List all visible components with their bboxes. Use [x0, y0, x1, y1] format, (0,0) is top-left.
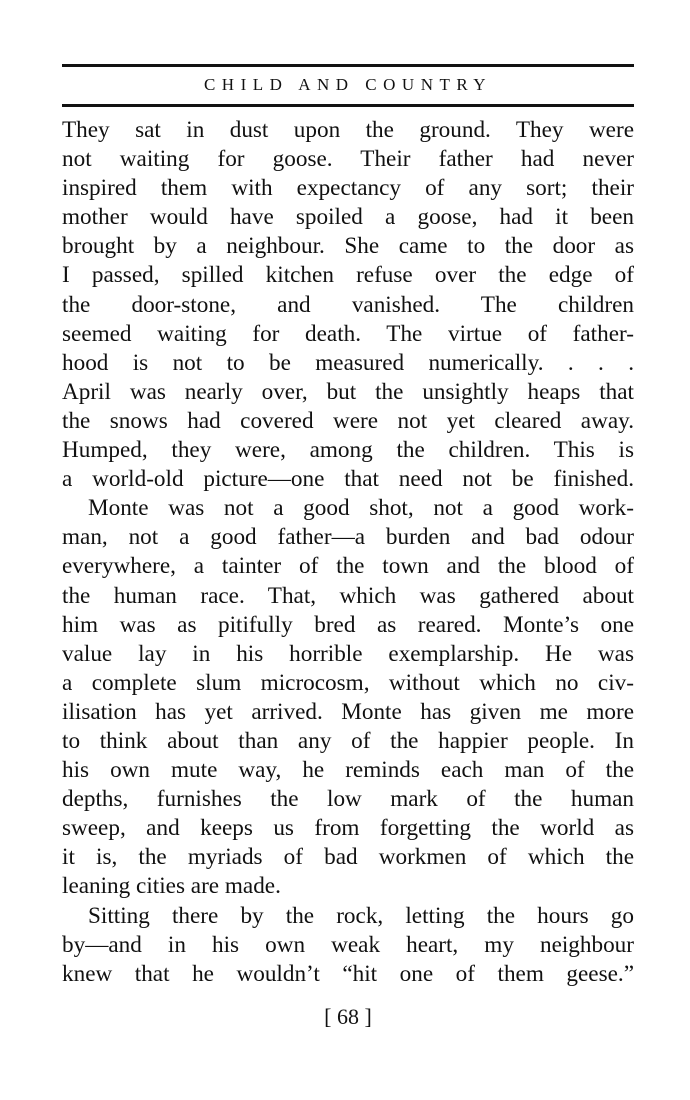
text-line: brought by a neighbour. She came to the door as	[62, 233, 634, 260]
body-text	[62, 116, 634, 989]
text-line: to think about than any of the happier people. In	[62, 727, 634, 754]
text-line: the human race. That, which was gathered about	[62, 582, 634, 609]
text-line: sweep, and keeps us from forgetting the world as	[62, 815, 634, 842]
text-line: a complete slum microcosm, without which no civ-	[62, 669, 634, 696]
text-line: the snows had covered were not yet cleared away.	[62, 407, 634, 434]
text-line: They sat in dust upon the ground. They were	[62, 117, 634, 143]
text-line: hood is not to be measured numerically. . . .	[62, 349, 634, 376]
text-line: depths, furnishes the low mark of the human	[62, 786, 634, 813]
running-head: CHILD AND COUNTRY	[203, 75, 493, 94]
text-line: by—and in his own weak heart, my neighbour	[62, 931, 634, 958]
text-line: leaning cities are made.	[62, 873, 281, 900]
page-number: [ 68 ]	[324, 1004, 372, 1029]
text-line: his own mute way, he reminds each man of the	[62, 757, 634, 784]
text-line: value lay in his horrible exemplarship. He was	[62, 640, 634, 667]
text-line: a world-old picture—one that need not be finished.	[62, 466, 634, 493]
text-line: him was as pitifully bred as reared. Monte’s one	[62, 611, 634, 638]
text-line: Sitting there by the rock, letting the hours go	[88, 902, 634, 929]
text-line: inspired them with expectancy of any sort; their	[62, 175, 634, 202]
text-line: April was nearly over, but the unsightly heaps that	[62, 378, 634, 405]
header-rule-bottom	[62, 104, 634, 107]
text-line: not waiting for goose. Their father had never	[62, 146, 634, 173]
text-line: the door-stone, and vanished. The children	[62, 291, 634, 318]
text-line: Humped, they were, among the children. This is	[62, 437, 634, 464]
text-line: mother would have spoiled a goose, had it been	[62, 204, 634, 231]
text-line: it is, the myriads of bad workmen of which the	[62, 844, 634, 871]
text-line: everywhere, a tainter of the town and the blood of	[62, 553, 634, 580]
text-line: I passed, spilled kitchen refuse over the edge of	[62, 262, 634, 289]
text-line: man, not a good father—a burden and bad odour	[62, 524, 634, 551]
text-line: knew that he wouldn’t “hit one of them geese.”	[62, 960, 634, 987]
text-line: Monte was not a good shot, not a good work-	[88, 495, 634, 522]
header-rule-top	[62, 64, 634, 67]
text-line: ilisation has yet arrived. Monte has given me more	[62, 698, 634, 725]
text-line: seemed waiting for death. The virtue of father-	[62, 320, 634, 347]
